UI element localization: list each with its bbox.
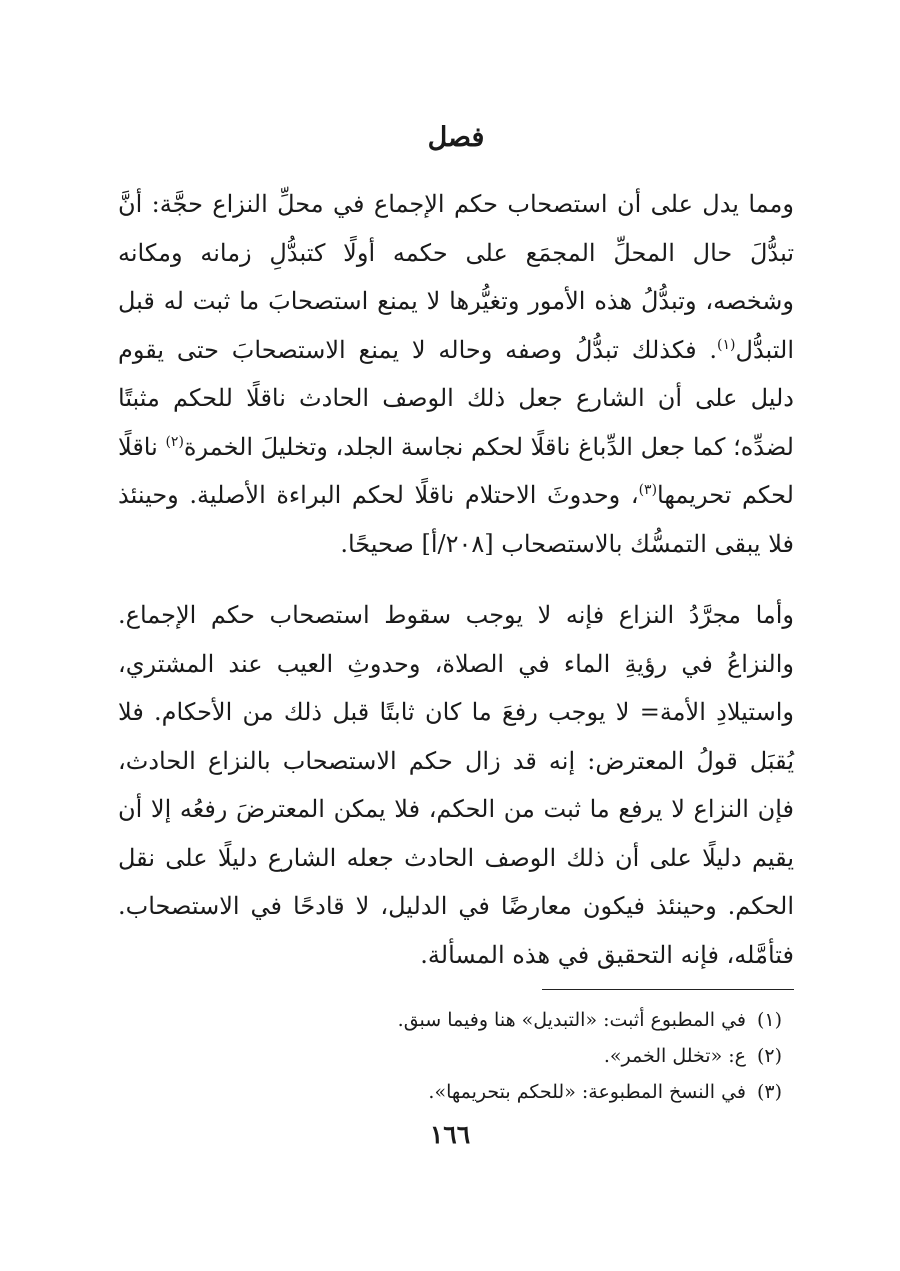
paragraph-2: وأما مجرَّدُ النزاع فإنه لا يوجب سقوط استصحاب حكم الإجماع. والنزاعُ في رؤيةِ الماء في الصلاة، وحدوثِ العيب عند المشتري، واستيلادِ الأمة= لا يوجب رفعَ ما كان ثابتًا قبل ذلك من الأحكام. فلا يُقبَل قولُ المعترض: إنه قد زال حكم الاستصحاب بالنزاع الحادث، فإن النزاع لا يرفع ما ثبت من الحكم، فلا يمكن المعترضَ رفعُه إلا أن يقيم دليلًا على أن ذلك الوصف الحادث جعله الشارع دليلًا على نقل الحكم. وحينئذ فيكون معارضًا في الدليل، لا قادحًا في الاستصحاب. فتأمَّله، فإنه التحقيق في هذه المسألة. xyxy=(118,601,795,969)
footnote-text: ع: «تخلل الخمر». xyxy=(603,1045,746,1067)
footnote-number: (٢) xyxy=(756,1045,782,1067)
paragraph-1-text-b: . فكذلك تبدُّلُ وصفه وحاله لا يمنع الاستصحابَ حتى يقوم دليل على أن الشارع جعل ذلك الوصف الحادث ناقلًا للحكم مثبتًا لضدِّه؛ كما جعل الدِّباغ ناقلًا لحكم نجاسة الجلد، وتخليلَ الخمرة xyxy=(118,335,794,461)
paragraph-1 xyxy=(118,180,794,568)
section-heading: فصل xyxy=(427,122,485,153)
footnote-divider xyxy=(542,989,794,990)
footnote-ref-2: (٢) xyxy=(165,433,184,450)
paragraph-1-text-c: ناقلًا لحكم تحريمها xyxy=(118,432,794,509)
footnote-item xyxy=(106,1038,782,1074)
footnote-text: في المطبوع أثبت: «التبديل» هنا وفيما سبق. xyxy=(397,1009,746,1031)
footnotes xyxy=(106,1002,782,1110)
footnote-number: (٣) xyxy=(756,1081,782,1103)
footnote-ref-1: (١) xyxy=(717,336,736,353)
footnote-item xyxy=(106,1074,782,1110)
footnote-item xyxy=(106,1002,782,1038)
paragraph-1-text-a: ومما يدل على أن استصحاب حكم الإجماع في محلِّ النزاع حجَّة: أنَّ تبدُّلَ حال المحلِّ المجمَع على حكمه أولًا كتبدُّلِ زمانه ومكانه وشخصه، وتبدُّلُ هذه الأمور وتغيُّرها لا يمنع استصحابَ ما ثبت له قبل التبدُّل xyxy=(118,190,794,364)
paragraph-1-text-d: ، وحدوثَ الاحتلام ناقلًا لحكم البراءة الأصلية. وحينئذ فلا يبقى التمسُّك بالاستصحاب [٢٠٨/أ] صحيحًا. xyxy=(118,481,794,558)
footnote-ref-3: (٣) xyxy=(638,482,658,498)
page-body xyxy=(118,118,794,979)
footnote-number: (١) xyxy=(756,1009,782,1031)
page-number: ١٦٦ xyxy=(429,1120,471,1149)
footnote-text: في النسخ المطبوعة: «للحكم بتحريمها». xyxy=(428,1081,746,1103)
